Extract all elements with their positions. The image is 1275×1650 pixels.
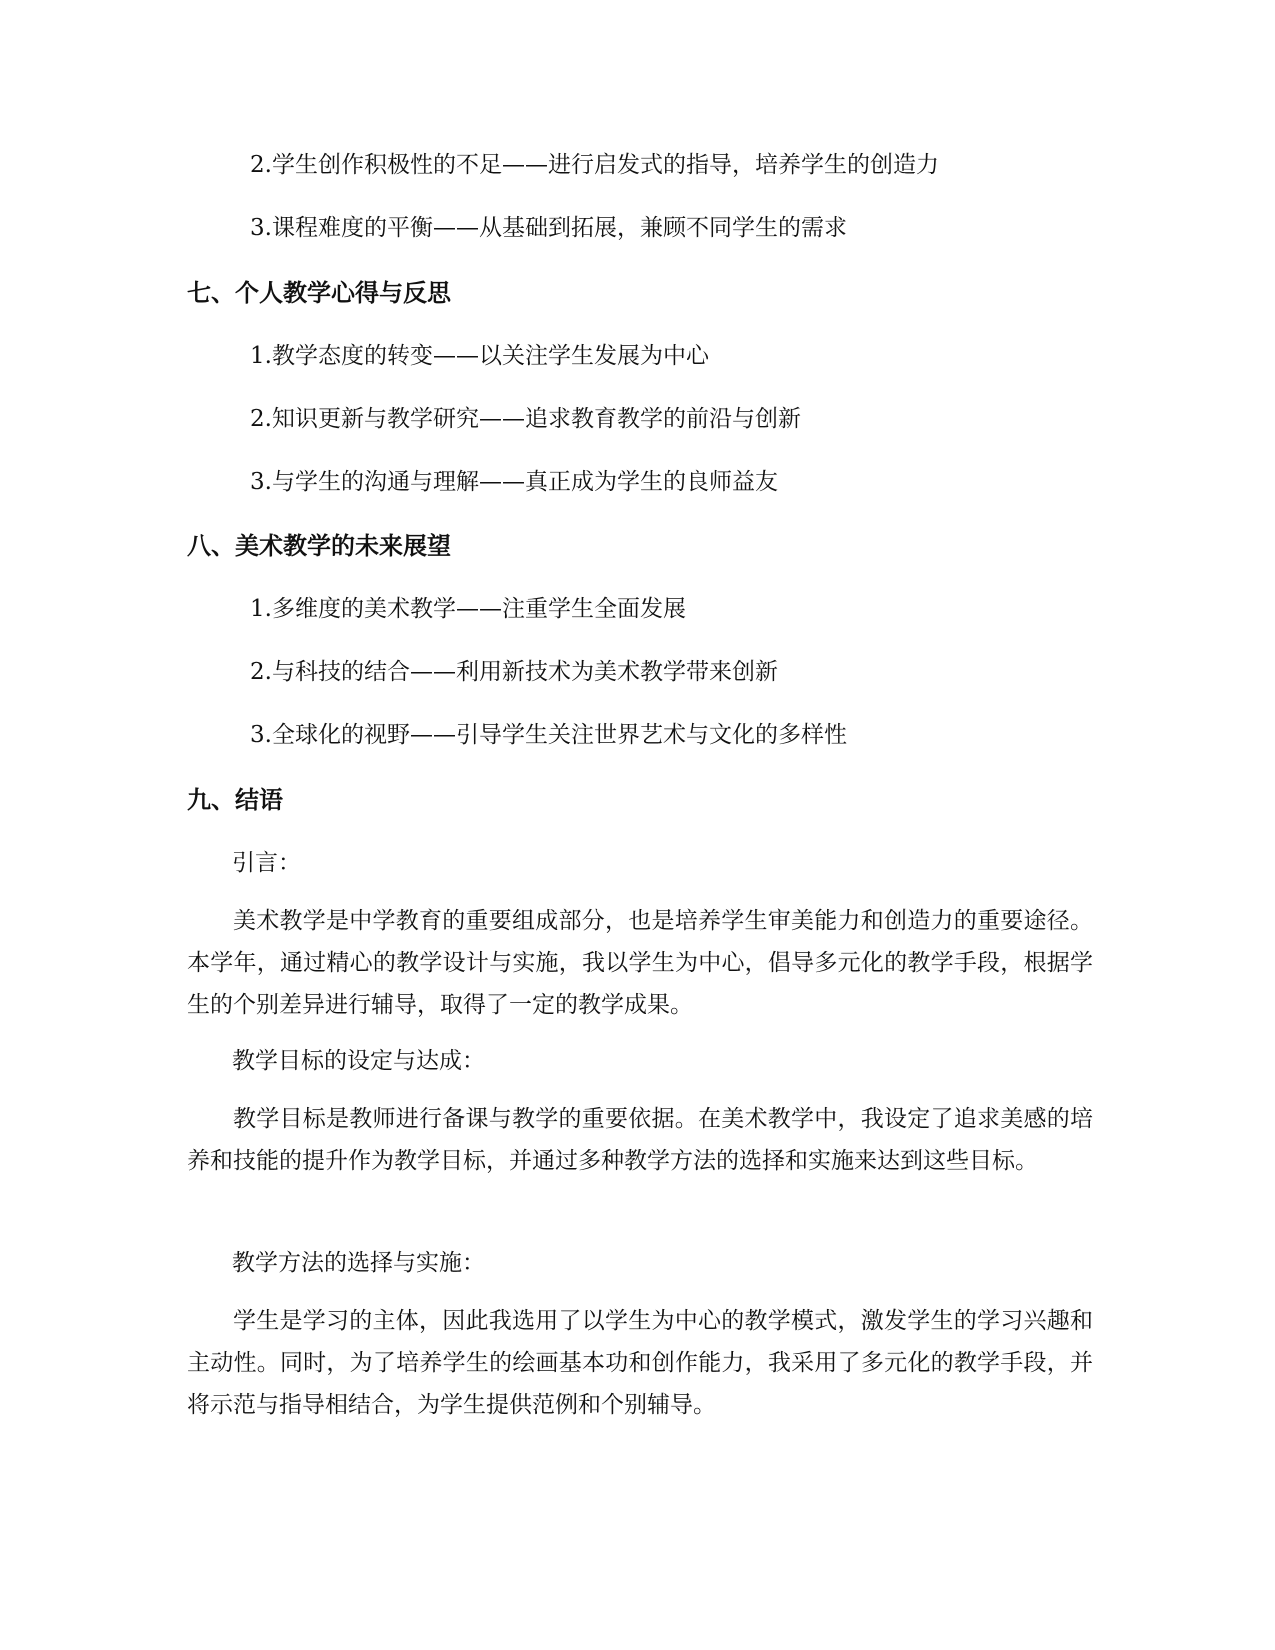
section-heading-8: 八、美术教学的未来展望 [187,532,451,560]
list-item-global-vision: 3.全球化的视野——引导学生关注世界艺术与文化的多样性 [250,722,847,748]
list-item-knowledge-update: 2.知识更新与教学研究——追求教育教学的前沿与创新 [250,406,801,432]
section-heading-9: 九、结语 [187,786,283,814]
goal-label: 教学目标的设定与达成： [232,1048,485,1074]
list-item-communication: 3.与学生的沟通与理解——真正成为学生的良师益友 [250,469,778,495]
list-item-difficulty-balance: 3.课程难度的平衡——从基础到拓展，兼顾不同学生的需求 [250,215,847,241]
goal-paragraph: 教学目标是教师进行备课与教学的重要依据。在美术教学中，我设定了追求美感的培养和技能的提升作为教学目标，并通过多种教学方法的选择和实施来达到这些目标。 [187,1106,1093,1174]
list-item-creativity: 2.学生创作积极性的不足——进行启发式的指导，培养学生的创造力 [250,152,939,178]
method-paragraph: 学生是学习的主体，因此我选用了以学生为中心的教学模式，激发学生的学习兴趣和主动性。同时，为了培养学生的绘画基本功和创作能力，我采用了多元化的教学手段，并将示范与指导相结合，为学生提供范例和个别辅导。 [187,1308,1093,1418]
list-item-attitude: 1.教学态度的转变——以关注学生发展为中心 [250,343,709,369]
method-label: 教学方法的选择与实施： [232,1250,485,1276]
intro-paragraph: 美术教学是中学教育的重要组成部分，也是培养学生审美能力和创造力的重要途径。本学年，通过精心的教学设计与实施，我以学生为中心，倡导多元化的教学手段，根据学生的个别差异进行辅导，取得了一定的教学成果。 [187,908,1093,1018]
section-heading-7: 七、个人教学心得与反思 [187,279,451,307]
list-item-multidimensional: 1.多维度的美术教学——注重学生全面发展 [250,596,686,622]
list-item-technology: 2.与科技的结合——利用新技术为美术教学带来创新 [250,659,778,685]
intro-label: 引言： [232,850,301,876]
